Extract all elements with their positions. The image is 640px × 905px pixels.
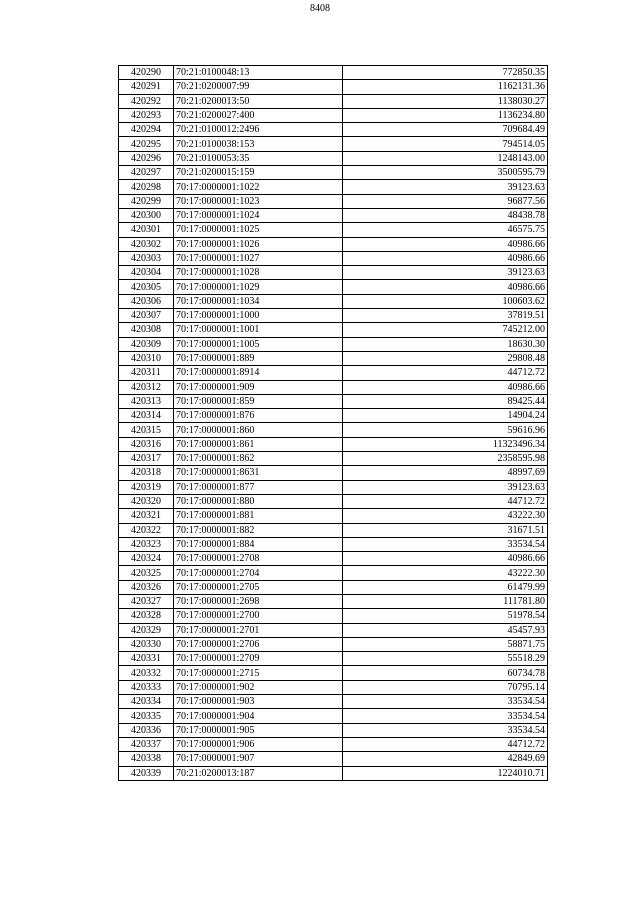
record-number-cell: 420325 [119, 566, 174, 580]
cadastral-number-cell: 70:21:0200027:400 [174, 108, 343, 122]
table-row [119, 294, 548, 308]
record-number-cell: 420326 [119, 580, 174, 594]
record-number-cell: 420290 [119, 66, 174, 80]
record-number-cell: 420316 [119, 437, 174, 451]
table-row [119, 394, 548, 408]
value-cell: 37819.51 [343, 309, 548, 323]
table-row [119, 752, 548, 766]
record-number-cell: 420336 [119, 723, 174, 737]
cadastral-number-cell: 70:17:0000001:2706 [174, 637, 343, 651]
table-row [119, 466, 548, 480]
cadastral-number-cell: 70:17:0000001:1034 [174, 294, 343, 308]
record-number-cell: 420321 [119, 509, 174, 523]
value-cell: 96877.56 [343, 194, 548, 208]
record-number-cell: 420310 [119, 351, 174, 365]
cadastral-number-cell: 70:17:0000001:1025 [174, 223, 343, 237]
table-row [119, 609, 548, 623]
value-cell: 772850.35 [343, 66, 548, 80]
cadastral-number-cell: 70:17:0000001:881 [174, 509, 343, 523]
value-cell: 29808.48 [343, 351, 548, 365]
cadastral-number-cell: 70:17:0000001:877 [174, 480, 343, 494]
table-row [119, 166, 548, 180]
record-number-cell: 420337 [119, 737, 174, 751]
table-row [119, 423, 548, 437]
value-cell: 1136234.80 [343, 108, 548, 122]
record-number-cell: 420293 [119, 108, 174, 122]
record-number-cell: 420312 [119, 380, 174, 394]
record-number-cell: 420315 [119, 423, 174, 437]
value-cell: 45457.93 [343, 623, 548, 637]
table-row [119, 208, 548, 222]
cadastral-number-cell: 70:17:0000001:889 [174, 351, 343, 365]
record-number-cell: 420291 [119, 80, 174, 94]
record-number-cell: 420311 [119, 366, 174, 380]
cadastral-number-cell: 70:21:0100038:153 [174, 137, 343, 151]
record-number-cell: 420329 [119, 623, 174, 637]
record-number-cell: 420333 [119, 680, 174, 694]
value-cell: 55518.29 [343, 652, 548, 666]
record-number-cell: 420327 [119, 594, 174, 608]
value-cell: 51978.54 [343, 609, 548, 623]
records-table-body [119, 66, 548, 781]
cadastral-number-cell: 70:17:0000001:2715 [174, 666, 343, 680]
value-cell: 33534.54 [343, 537, 548, 551]
record-number-cell: 420322 [119, 523, 174, 537]
cadastral-number-cell: 70:17:0000001:905 [174, 723, 343, 737]
cadastral-number-cell: 70:17:0000001:2709 [174, 652, 343, 666]
record-number-cell: 420306 [119, 294, 174, 308]
value-cell: 31671.51 [343, 523, 548, 537]
cadastral-number-cell: 70:17:0000001:1028 [174, 266, 343, 280]
table-row [119, 623, 548, 637]
cadastral-number-cell: 70:17:0000001:1024 [174, 208, 343, 222]
record-number-cell: 420330 [119, 637, 174, 651]
value-cell: 745212.00 [343, 323, 548, 337]
cadastral-number-cell: 70:17:0000001:882 [174, 523, 343, 537]
value-cell: 70795.14 [343, 680, 548, 694]
cadastral-number-cell: 70:17:0000001:862 [174, 452, 343, 466]
cadastral-number-cell: 70:17:0000001:884 [174, 537, 343, 551]
value-cell: 44712.72 [343, 494, 548, 508]
cadastral-number-cell: 70:17:0000001:904 [174, 709, 343, 723]
value-cell: 33534.54 [343, 709, 548, 723]
value-cell: 2358595.98 [343, 452, 548, 466]
value-cell: 44712.72 [343, 366, 548, 380]
value-cell: 43222.30 [343, 566, 548, 580]
cadastral-number-cell: 70:17:0000001:1023 [174, 194, 343, 208]
table-row [119, 266, 548, 280]
value-cell: 39123.63 [343, 480, 548, 494]
cadastral-number-cell: 70:17:0000001:2701 [174, 623, 343, 637]
record-number-cell: 420298 [119, 180, 174, 194]
value-cell: 1138030.27 [343, 94, 548, 108]
value-cell: 11323496.34 [343, 437, 548, 451]
record-number-cell: 420335 [119, 709, 174, 723]
table-row [119, 137, 548, 151]
record-number-cell: 420309 [119, 337, 174, 351]
table-row [119, 766, 548, 780]
cadastral-number-cell: 70:17:0000001:2708 [174, 552, 343, 566]
value-cell: 100603.62 [343, 294, 548, 308]
value-cell: 33534.54 [343, 695, 548, 709]
record-number-cell: 420324 [119, 552, 174, 566]
table-row [119, 380, 548, 394]
cadastral-number-cell: 70:17:0000001:2705 [174, 580, 343, 594]
value-cell: 14904.24 [343, 409, 548, 423]
value-cell: 59616.96 [343, 423, 548, 437]
value-cell: 111781.80 [343, 594, 548, 608]
cadastral-number-cell: 70:17:0000001:1000 [174, 309, 343, 323]
value-cell: 1224010.71 [343, 766, 548, 780]
table-row [119, 509, 548, 523]
cadastral-number-cell: 70:17:0000001:903 [174, 695, 343, 709]
value-cell: 40986.66 [343, 251, 548, 265]
record-number-cell: 420331 [119, 652, 174, 666]
table-row [119, 666, 548, 680]
table-row [119, 80, 548, 94]
value-cell: 40986.66 [343, 237, 548, 251]
value-cell: 39123.63 [343, 266, 548, 280]
table-row [119, 709, 548, 723]
record-number-cell: 420297 [119, 166, 174, 180]
record-number-cell: 420294 [119, 123, 174, 137]
table-row [119, 723, 548, 737]
record-number-cell: 420299 [119, 194, 174, 208]
table-row [119, 523, 548, 537]
table-row [119, 566, 548, 580]
cadastral-number-cell: 70:21:0200013:187 [174, 766, 343, 780]
record-number-cell: 420317 [119, 452, 174, 466]
table-row [119, 337, 548, 351]
table-row [119, 452, 548, 466]
value-cell: 709684.49 [343, 123, 548, 137]
record-number-cell: 420314 [119, 409, 174, 423]
cadastral-number-cell: 70:17:0000001:860 [174, 423, 343, 437]
value-cell: 46575.75 [343, 223, 548, 237]
cadastral-number-cell: 70:17:0000001:2704 [174, 566, 343, 580]
record-number-cell: 420303 [119, 251, 174, 265]
cadastral-number-cell: 70:17:0000001:1029 [174, 280, 343, 294]
record-number-cell: 420307 [119, 309, 174, 323]
cadastral-number-cell: 70:21:0200013:50 [174, 94, 343, 108]
value-cell: 89425.44 [343, 394, 548, 408]
cadastral-number-cell: 70:17:0000001:1027 [174, 251, 343, 265]
cadastral-number-cell: 70:17:0000001:909 [174, 380, 343, 394]
table-row [119, 580, 548, 594]
cadastral-number-cell: 70:21:0200015:159 [174, 166, 343, 180]
record-number-cell: 420334 [119, 695, 174, 709]
cadastral-number-cell: 70:17:0000001:2700 [174, 609, 343, 623]
table-row [119, 695, 548, 709]
cadastral-number-cell: 70:17:0000001:1026 [174, 237, 343, 251]
cadastral-number-cell: 70:21:0200007:99 [174, 80, 343, 94]
cadastral-number-cell: 70:21:0100012:2496 [174, 123, 343, 137]
cadastral-number-cell: 70:21:0100053:35 [174, 151, 343, 165]
table-row [119, 637, 548, 651]
table-row [119, 237, 548, 251]
record-number-cell: 420320 [119, 494, 174, 508]
records-table [118, 65, 548, 781]
value-cell: 3500595.79 [343, 166, 548, 180]
table-row [119, 108, 548, 122]
table-row [119, 366, 548, 380]
cadastral-number-cell: 70:17:0000001:859 [174, 394, 343, 408]
table-row [119, 323, 548, 337]
cadastral-number-cell: 70:17:0000001:876 [174, 409, 343, 423]
record-number-cell: 420339 [119, 766, 174, 780]
page-number: 8408 [310, 3, 330, 14]
table-row [119, 180, 548, 194]
value-cell: 60734.78 [343, 666, 548, 680]
cadastral-number-cell: 70:17:0000001:861 [174, 437, 343, 451]
record-number-cell: 420318 [119, 466, 174, 480]
table-row [119, 737, 548, 751]
record-number-cell: 420308 [119, 323, 174, 337]
record-number-cell: 420301 [119, 223, 174, 237]
value-cell: 39123.63 [343, 180, 548, 194]
cadastral-number-cell: 70:17:0000001:907 [174, 752, 343, 766]
table-row [119, 494, 548, 508]
record-number-cell: 420328 [119, 609, 174, 623]
table-row [119, 123, 548, 137]
value-cell: 1162131.36 [343, 80, 548, 94]
cadastral-number-cell: 70:17:0000001:1005 [174, 337, 343, 351]
record-number-cell: 420295 [119, 137, 174, 151]
cadastral-number-cell: 70:17:0000001:880 [174, 494, 343, 508]
record-number-cell: 420332 [119, 666, 174, 680]
cadastral-number-cell: 70:17:0000001:906 [174, 737, 343, 751]
value-cell: 794514.05 [343, 137, 548, 151]
record-number-cell: 420338 [119, 752, 174, 766]
value-cell: 61479.99 [343, 580, 548, 594]
value-cell: 44712.72 [343, 737, 548, 751]
cadastral-number-cell: 70:17:0000001:8914 [174, 366, 343, 380]
table-row [119, 594, 548, 608]
table-row [119, 194, 548, 208]
table-row [119, 437, 548, 451]
table-row [119, 151, 548, 165]
value-cell: 1248143.00 [343, 151, 548, 165]
table-row [119, 223, 548, 237]
value-cell: 40986.66 [343, 280, 548, 294]
record-number-cell: 420319 [119, 480, 174, 494]
table-row [119, 652, 548, 666]
record-number-cell: 420313 [119, 394, 174, 408]
cadastral-number-cell: 70:17:0000001:1022 [174, 180, 343, 194]
cadastral-number-cell: 70:17:0000001:902 [174, 680, 343, 694]
record-number-cell: 420302 [119, 237, 174, 251]
cadastral-number-cell: 70:17:0000001:8631 [174, 466, 343, 480]
table-row [119, 480, 548, 494]
table-row [119, 409, 548, 423]
cadastral-number-cell: 70:17:0000001:1001 [174, 323, 343, 337]
cadastral-number-cell: 70:21:0100048:13 [174, 66, 343, 80]
value-cell: 40986.66 [343, 380, 548, 394]
value-cell: 18630.30 [343, 337, 548, 351]
table-row [119, 680, 548, 694]
value-cell: 48997.69 [343, 466, 548, 480]
value-cell: 40986.66 [343, 552, 548, 566]
value-cell: 33534.54 [343, 723, 548, 737]
value-cell: 58871.75 [343, 637, 548, 651]
table-row [119, 66, 548, 80]
table-row [119, 94, 548, 108]
record-number-cell: 420292 [119, 94, 174, 108]
table-row [119, 552, 548, 566]
record-number-cell: 420323 [119, 537, 174, 551]
record-number-cell: 420300 [119, 208, 174, 222]
value-cell: 48438.78 [343, 208, 548, 222]
cadastral-number-cell: 70:17:0000001:2698 [174, 594, 343, 608]
record-number-cell: 420304 [119, 266, 174, 280]
table-row [119, 309, 548, 323]
table-row [119, 251, 548, 265]
table-row [119, 351, 548, 365]
record-number-cell: 420296 [119, 151, 174, 165]
table-row [119, 280, 548, 294]
value-cell: 42849.69 [343, 752, 548, 766]
record-number-cell: 420305 [119, 280, 174, 294]
value-cell: 43222.30 [343, 509, 548, 523]
table-row [119, 537, 548, 551]
